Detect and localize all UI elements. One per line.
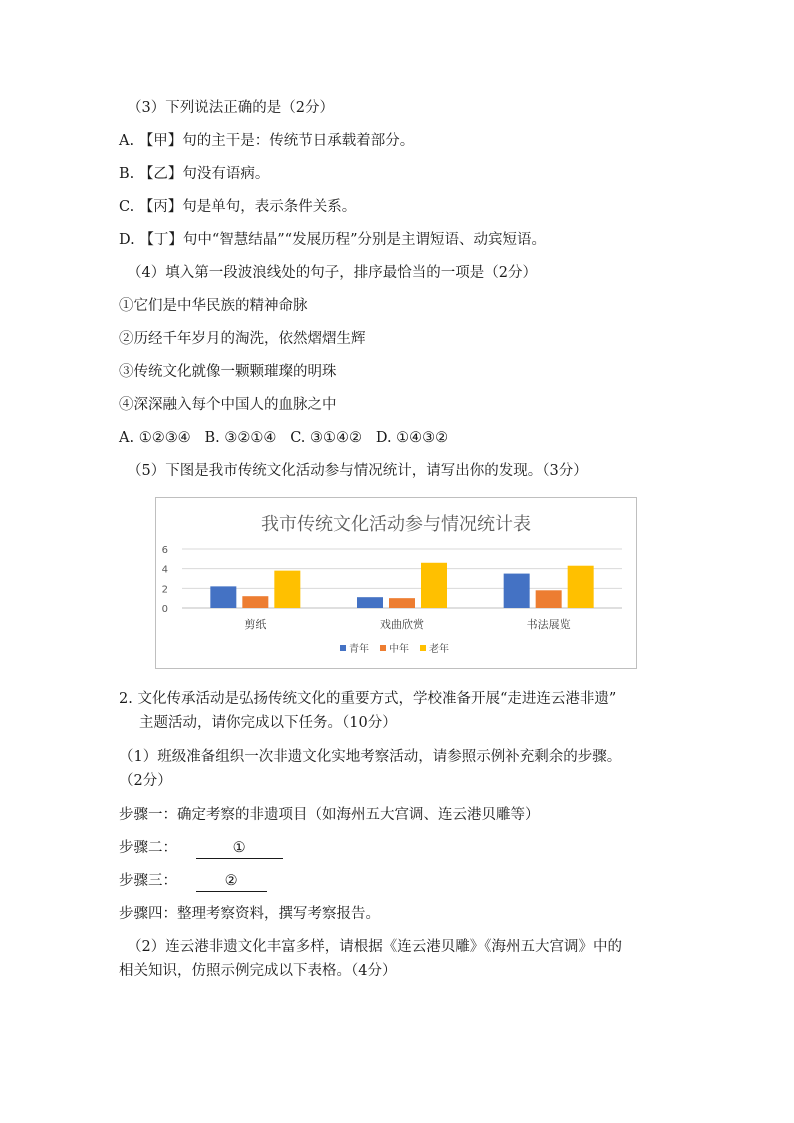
legend-swatch-中年 [380, 645, 386, 651]
x-tick-label: 书法展览 [526, 618, 571, 631]
legend-label: 老年 [429, 644, 449, 655]
sub1-line1: （1）班级准备组织一次非遗文化实地考察活动，请参照示例补充剩余的步骤。 [119, 749, 622, 765]
chart-title: 我市传统文化活动参与情况统计表 [261, 514, 531, 535]
q3-option-d: D. 【丁】句中“智慧结晶”“发展历程”分别是主谓短语、动宾短语。 [119, 232, 546, 248]
legend-swatch-老年 [420, 645, 426, 651]
legend-swatch-青年 [340, 645, 346, 651]
q3-stem: （3）下列说法正确的是（2分） [127, 100, 334, 116]
q4-sentence-4: ④深深融入每个中国人的血脉之中 [119, 397, 337, 413]
y-tick-label: 0 [161, 604, 168, 615]
sub2-line1: （2）连云港非遗文化丰富多样，请根据《连云港贝雕》《海州五大宫调》中的 [127, 939, 622, 955]
step1: 步骤一：确定考察的非遗项目（如海州五大宫调、连云港贝雕等） [119, 807, 540, 823]
legend-label: 中年 [389, 644, 409, 655]
bar-中年-戏曲欣赏 [389, 598, 415, 608]
q3-option-a: A. 【甲】句的主干是：传统节日承载着部分。 [119, 133, 415, 149]
chart-container [155, 497, 637, 669]
bar-中年-书法展览 [536, 590, 562, 608]
bar-老年-戏曲欣赏 [421, 563, 447, 608]
y-tick-label: 6 [161, 545, 168, 556]
q3-option-b: B. 【乙】句没有语病。 [119, 166, 270, 182]
section2-heading-line1: 2. 文化传承活动是弘扬传统文化的重要方式，学校准备开展“走进连云港非遗” [119, 691, 617, 707]
bar-青年-戏曲欣赏 [357, 597, 383, 608]
bar-老年-书法展览 [568, 566, 594, 608]
x-tick-label: 剪纸 [244, 618, 267, 631]
section2-heading-line2: 主题活动，请你完成以下任务。（10分） [139, 715, 397, 731]
legend-label: 青年 [349, 644, 369, 655]
bar-青年-书法展览 [504, 574, 530, 608]
q4-choices: A. ①②③④ B. ③②①④ C. ③①④② D. ①④③② [119, 430, 449, 446]
step4: 步骤四：整理考察资料，撰写考察报告。 [119, 906, 380, 922]
bar-青年-剪纸 [210, 586, 236, 608]
y-tick-label: 4 [161, 564, 168, 576]
step3 [119, 871, 267, 892]
chart-svg [156, 498, 636, 668]
step2-label: 步骤二： [119, 840, 177, 856]
q3-option-c: C. 【丙】句是单句，表示条件关系。 [119, 199, 357, 215]
step2-blank[interactable]: ① [196, 838, 283, 859]
step2 [119, 838, 283, 859]
bar-中年-剪纸 [242, 596, 268, 608]
step3-blank[interactable]: ② [196, 871, 267, 892]
q4-sentence-3: ③传统文化就像一颗颗璀璨的明珠 [119, 364, 337, 380]
sub1-line2: （2分） [119, 773, 172, 789]
q5-stem: （5）下图是我市传统文化活动参与情况统计，请写出你的发现。（3分） [127, 463, 588, 479]
q4-sentence-2: ②历经千年岁月的淘洗，依然熠熠生辉 [119, 331, 366, 347]
y-tick-label: 2 [161, 584, 168, 596]
sub2-line2: 相关知识，仿照示例完成以下表格。（4分） [119, 963, 397, 979]
q4-stem: （4）填入第一段波浪线处的句子，排序最恰当的一项是（2分） [127, 265, 537, 281]
bar-老年-剪纸 [274, 571, 300, 608]
x-tick-label: 戏曲欣赏 [380, 618, 424, 631]
step3-label: 步骤三： [119, 873, 177, 889]
q4-sentence-1: ①它们是中华民族的精神命脉 [119, 298, 308, 314]
